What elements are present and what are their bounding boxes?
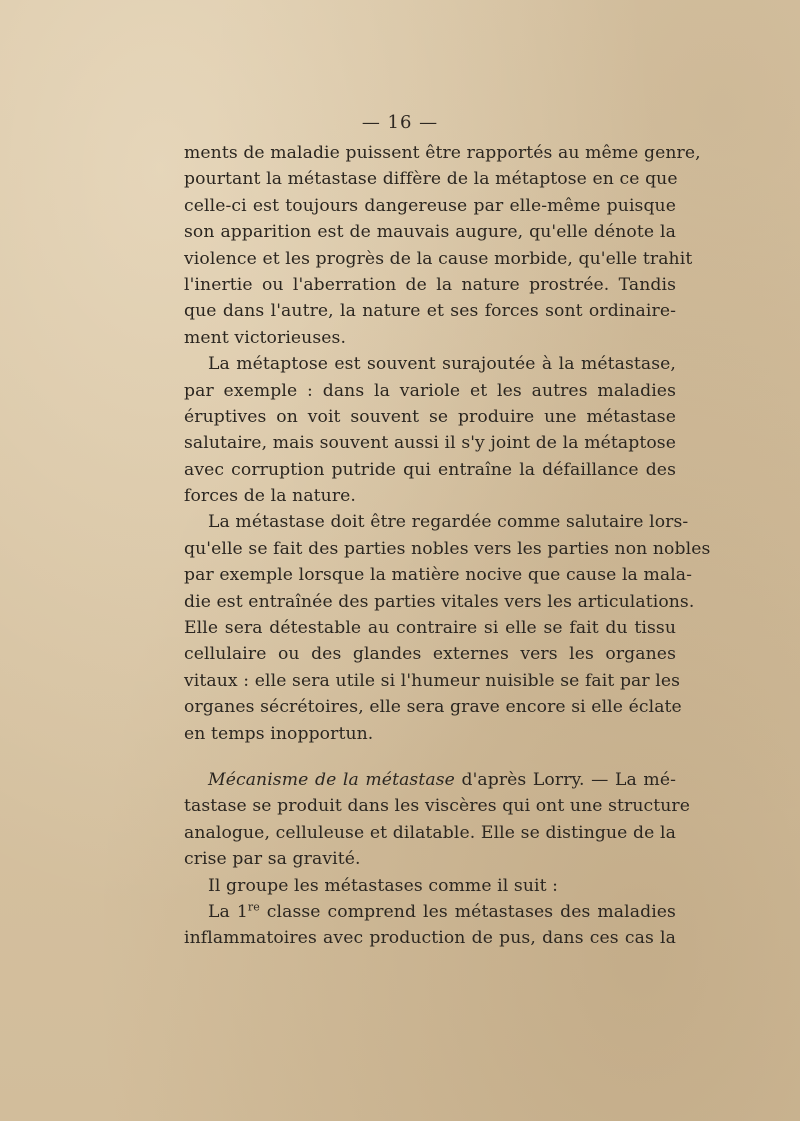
text-line: forces de la nature. xyxy=(184,486,356,507)
text-line: cellulaire ou des glandes externes vers les organes xyxy=(184,644,676,665)
text-line: que dans l'autre, la nature et ses forces sont ordinaire- xyxy=(184,301,676,322)
text-line: tastase se produit dans les viscères qui ont une structure xyxy=(184,796,690,817)
text-line: crise par sa gravité. xyxy=(184,849,361,870)
text-line: La métastase doit être regardée comme salutaire lors- xyxy=(208,512,689,533)
text-line: par exemple : dans la variole et les autres maladies xyxy=(184,380,676,401)
text-line: die est entraînée des parties vitales vers les articulations. xyxy=(184,591,695,612)
text-line xyxy=(184,767,676,793)
text-span: La 1 xyxy=(208,901,248,922)
text-line xyxy=(184,899,676,925)
section-heading: Mécanisme de la métastase xyxy=(208,769,455,790)
text-line: Il groupe les métastases comme il suit : xyxy=(208,875,559,896)
text-line: celle-ci est toujours dangereuse par elle-même puisque xyxy=(184,195,676,216)
text-line: l'inertie ou l'aberration de la nature prostrée. Tandis xyxy=(184,274,676,295)
text-line: ment victorieuses. xyxy=(184,327,347,348)
text-line: qu'elle se fait des parties nobles vers les parties non nobles xyxy=(184,538,711,559)
text-line: pourtant la métastase diffère de la métaptose en ce que xyxy=(184,169,678,190)
superscript: re xyxy=(247,900,260,914)
text-span: d'après Lorry. — La mé- xyxy=(454,769,677,790)
paragraph-gap xyxy=(184,747,676,767)
text-line: inflammatoires avec production de pus, dans ces cas la xyxy=(184,928,676,949)
text-line: par exemple lorsque la matière nocive que cause la mala- xyxy=(184,565,693,586)
text-line: en temps inopportun. xyxy=(184,723,374,744)
text-line: avec corruption putride qui entraîne la défaillance des xyxy=(184,459,676,480)
body-text xyxy=(184,140,711,952)
text-line: Elle sera détestable au contraire si elle se fait du tissu xyxy=(184,618,676,639)
text-line: son apparition est de mauvais augure, qu'elle dénote la xyxy=(184,222,676,243)
text-line: violence et les progrès de la cause morbide, qu'elle trahit xyxy=(184,248,693,269)
text-line: vitaux : elle sera utile si l'humeur nuisible se fait par les xyxy=(184,670,681,691)
text-line: éruptives on voit souvent se produire une métastase xyxy=(184,406,676,427)
page-number: — 16 — xyxy=(361,112,439,133)
text-line: salutaire, mais souvent aussi il s'y joint de la métaptose xyxy=(184,433,676,454)
text-line: analogue, celluleuse et dilatable. Elle se distingue de la xyxy=(184,822,676,843)
text-line: La métaptose est souvent surajoutée à la métastase, xyxy=(208,354,676,375)
text-line: ments de maladie puissent être rapportés au même genre, xyxy=(184,143,701,163)
text-span: classe comprend les métastases des maladies xyxy=(259,901,676,922)
text-line: organes sécrétoires, elle sera grave encore si elle éclate xyxy=(184,697,682,718)
